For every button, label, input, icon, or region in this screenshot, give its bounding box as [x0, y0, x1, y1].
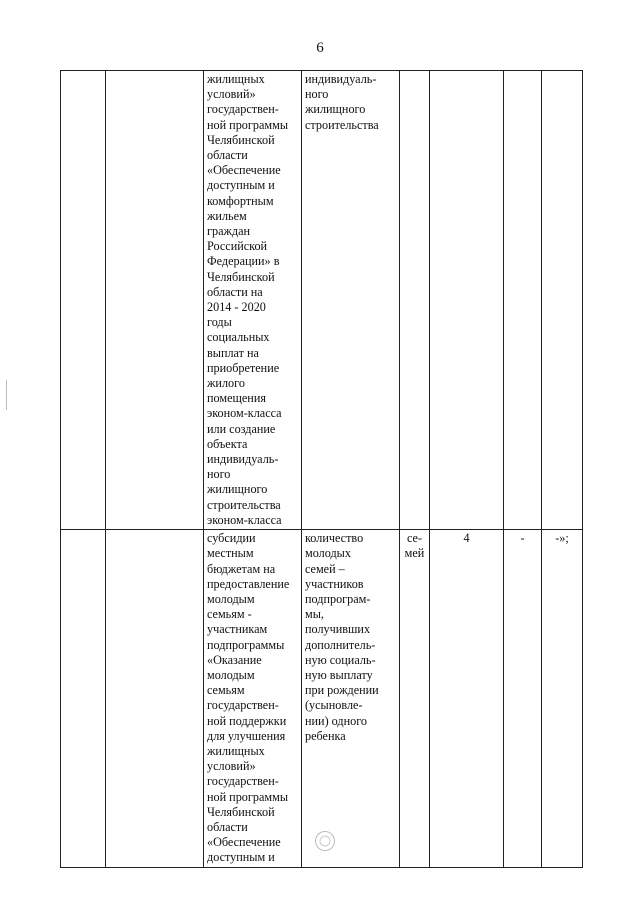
text-line: жилого	[207, 376, 245, 391]
text-line: мей	[404, 546, 425, 561]
text-line: годы	[207, 315, 232, 330]
text-line: условий»	[207, 87, 256, 102]
table-cell-empty	[106, 71, 204, 530]
text-line: области на	[207, 284, 263, 299]
text-line: «Обеспечение	[207, 835, 281, 850]
text-line: Челябинской	[207, 804, 275, 819]
text-line: ную выплату	[305, 667, 373, 682]
text-line: подпрограммы	[207, 637, 285, 652]
measure-description-cell	[204, 530, 302, 867]
text-line: субсидии	[207, 531, 256, 546]
text-line: ную социаль-	[305, 652, 376, 667]
text-line: семьям -	[207, 607, 252, 622]
text-line: социальных	[207, 330, 270, 345]
text-line: ной программы	[207, 789, 289, 804]
value-cell-2: -	[504, 530, 542, 867]
seal-icon	[314, 830, 336, 852]
table-cell-empty	[430, 71, 504, 530]
text-line: ребенка	[305, 728, 346, 743]
text-line: местным	[207, 546, 254, 561]
text-line: жилищных	[207, 72, 265, 86]
text-line: Российской	[207, 239, 268, 254]
text-line: подпрограм-	[305, 591, 371, 606]
text-line: комфортным	[207, 193, 274, 208]
text-line: граждан	[207, 224, 251, 239]
table-cell-empty	[61, 530, 106, 867]
text-line: доступным и	[207, 178, 275, 193]
text-line: «Обеспечение	[207, 163, 281, 178]
text-line: 2014 - 2020	[207, 300, 266, 315]
text-line: объекта	[207, 436, 248, 451]
table-row	[61, 71, 583, 530]
text-line: жилищного	[207, 482, 268, 497]
text-line: условий»	[207, 759, 256, 774]
text-line: ной поддержки	[207, 713, 287, 728]
indicator-cell	[302, 530, 400, 867]
text-line: получивших	[305, 622, 371, 637]
table-cell-empty	[504, 71, 542, 530]
value-cell-3: -»;	[542, 530, 583, 867]
text-line: государствен-	[207, 102, 279, 117]
text-line: молодым	[207, 591, 255, 606]
text-line: нии) одного	[305, 713, 368, 728]
text-line: се-	[406, 531, 423, 546]
text-line: Челябинской	[207, 269, 275, 284]
text-line: мы,	[305, 607, 324, 622]
text-line: области	[207, 148, 248, 163]
text-line: жилищных	[207, 743, 265, 758]
text-line: выплат на	[207, 345, 259, 360]
text-line: эконом-класса	[207, 406, 282, 421]
table-cell-empty	[61, 71, 106, 530]
faint-stamp	[250, 830, 400, 880]
text-line: приобретение	[207, 360, 280, 375]
text-line: участников	[305, 576, 364, 591]
text-line: государствен-	[207, 698, 279, 713]
unit-cell	[400, 530, 430, 867]
table-row	[61, 530, 583, 867]
indicator-cell	[302, 71, 400, 530]
page-number: 6	[316, 40, 324, 56]
text-line: ного	[305, 87, 329, 102]
table-cell-empty	[400, 71, 430, 530]
text-line: индивидуаль-	[305, 72, 377, 86]
text-line: молодых	[305, 546, 351, 561]
scan-artifact-line	[6, 380, 7, 410]
text-line: жилищного	[305, 102, 366, 117]
text-line: ной программы	[207, 117, 289, 132]
text-line: Федерации» в	[207, 254, 280, 269]
text-line: для улучшения	[207, 728, 286, 743]
text-line: индивидуаль-	[207, 452, 279, 467]
text-line: ного	[207, 467, 231, 482]
text-line: жильем	[207, 208, 247, 223]
text-line: количество	[305, 531, 364, 546]
text-line: при рождении	[305, 683, 379, 698]
text-line: государствен-	[207, 774, 279, 789]
text-line: доступным и	[207, 850, 275, 865]
table-cell-empty	[106, 530, 204, 867]
text-line: строительства	[305, 117, 379, 132]
document-table	[60, 70, 583, 868]
measure-description-cell	[204, 71, 302, 530]
text-line: предоставление	[207, 576, 290, 591]
text-line: области	[207, 819, 248, 834]
text-line: семьям	[207, 683, 245, 698]
text-line: семей –	[305, 561, 345, 576]
text-line: Челябинской	[207, 132, 275, 147]
text-line: эконом-класса	[207, 512, 282, 527]
text-line: бюджетам на	[207, 561, 276, 576]
text-line: или создание	[207, 421, 276, 436]
text-line: участникам	[207, 622, 268, 637]
text-line: «Оказание	[207, 652, 262, 667]
text-line: дополнитель-	[305, 637, 376, 652]
text-line: строительства	[207, 497, 281, 512]
text-line: помещения	[207, 391, 266, 406]
text-line: молодым	[207, 667, 255, 682]
text-line: (усыновле-	[305, 698, 363, 713]
value-cell: 4	[430, 530, 504, 867]
table-cell-empty	[542, 71, 583, 530]
